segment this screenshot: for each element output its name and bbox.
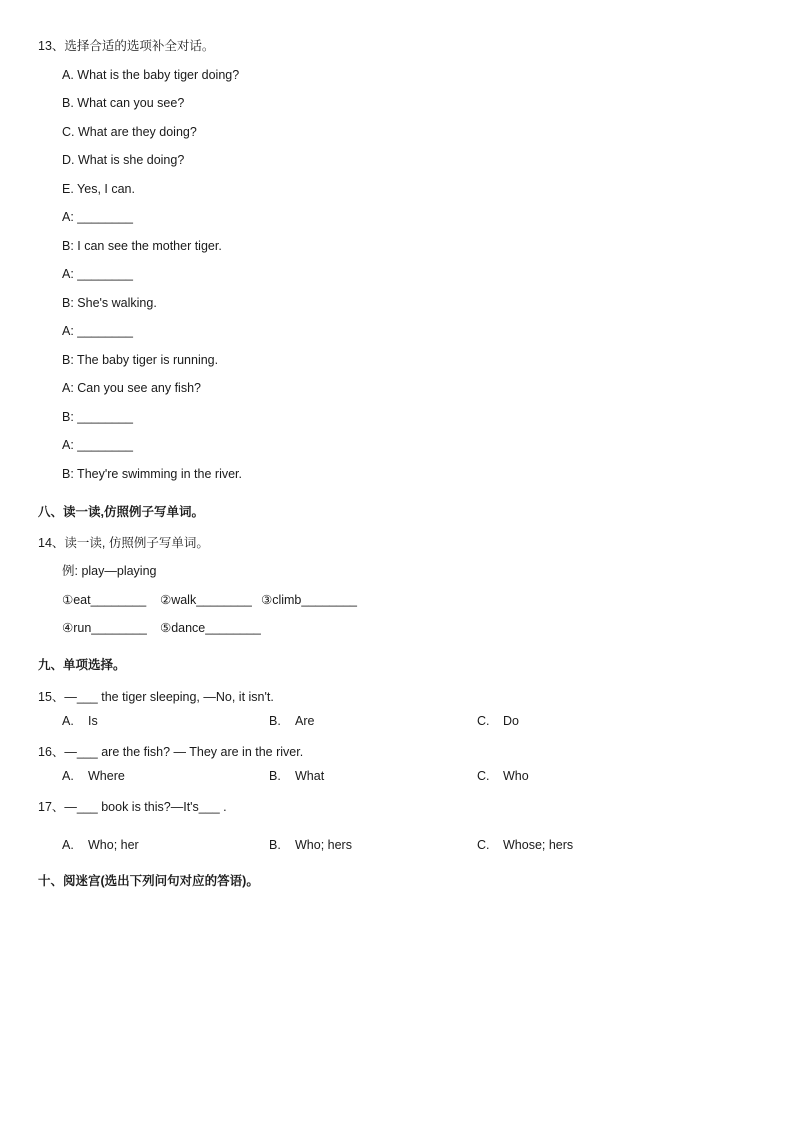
q13-dialogue-line: A: Can you see any fish? — [62, 381, 201, 395]
section-9-heading: 九、单项选择。 — [38, 658, 126, 672]
q15-choice-a — [62, 713, 98, 729]
q16-choice-b — [269, 768, 324, 784]
q13-dialogue-line: A: ________ — [62, 324, 133, 338]
choice-letter: C. — [477, 714, 490, 728]
q13-dialogue-line: A: ________ — [62, 267, 133, 281]
q13-dialogue-line: B: ________ — [62, 410, 133, 424]
choice-text: Where — [88, 769, 125, 783]
choice-text: Who; hers — [295, 838, 352, 852]
q14-item-walk: ②walk________ — [160, 593, 252, 607]
choice-text: Who; her — [88, 838, 139, 852]
q15-choice-b — [269, 713, 314, 729]
choice-text: What — [295, 769, 325, 783]
q15-stem: 15、—___ the tiger sleeping, —No, it isn't. — [38, 690, 274, 704]
q13-dialogue-line: A: ________ — [62, 210, 133, 224]
q13-dialogue-line: A: ________ — [62, 438, 133, 452]
choice-text: Whose; hers — [503, 838, 574, 852]
q13-option-c: C. What are they doing? — [62, 125, 197, 139]
q13-option-b: B. What can you see? — [62, 96, 185, 110]
section-8-heading: 八、读一读,仿照例子写单词。 — [38, 505, 204, 519]
q13-option-a: A. What is the baby tiger doing? — [62, 68, 240, 82]
choice-letter: B. — [269, 714, 281, 728]
q17-choice-b — [269, 837, 352, 853]
q14-item-dance: ⑤dance________ — [160, 621, 261, 635]
q13-option-e: E. Yes, I can. — [62, 182, 135, 196]
q14-item-eat: ①eat________ — [62, 593, 147, 607]
q14-item-climb: ③climb________ — [261, 593, 357, 607]
choice-letter: C. — [477, 769, 490, 783]
choice-letter: A. — [62, 838, 74, 852]
q13-dialogue-line: B: They're swimming in the river. — [62, 467, 242, 481]
q16-choice-a — [62, 768, 125, 784]
q13-dialogue-line: B: She's walking. — [62, 296, 157, 310]
q14-title: 14、读一读, 仿照例子写单词。 — [38, 536, 209, 550]
choice-text: Who — [503, 769, 529, 783]
choice-text: Do — [503, 714, 519, 728]
choice-letter: C. — [477, 838, 490, 852]
q17-choice-a — [62, 837, 139, 853]
section-10-heading: 十、阅迷宫(选出下列问句对应的答语)。 — [38, 874, 259, 888]
q17-stem: 17、—___ book is this?—It's___ . — [38, 800, 227, 814]
q16-stem: 16、—___ are the fish? — They are in the river. — [38, 745, 304, 759]
choice-letter: A. — [62, 769, 74, 783]
q13-option-d: D. What is she doing? — [62, 153, 185, 167]
q14-example: 例: play—playing — [62, 564, 157, 578]
q14-item-run: ④run________ — [62, 621, 147, 635]
choice-letter: A. — [62, 714, 74, 728]
q15-choice-c — [477, 713, 519, 729]
q13-dialogue-line: B: The baby tiger is running. — [62, 353, 219, 367]
q17-choice-c — [477, 837, 573, 853]
choice-text: Is — [88, 714, 98, 728]
q13-title: 13、选择合适的选项补全对话。 — [38, 39, 215, 53]
choice-text: Are — [295, 714, 315, 728]
choice-letter: B. — [269, 769, 281, 783]
choice-letter: B. — [269, 838, 281, 852]
q13-dialogue-line: B: I can see the mother tiger. — [62, 239, 222, 253]
q16-choice-c — [477, 768, 529, 784]
